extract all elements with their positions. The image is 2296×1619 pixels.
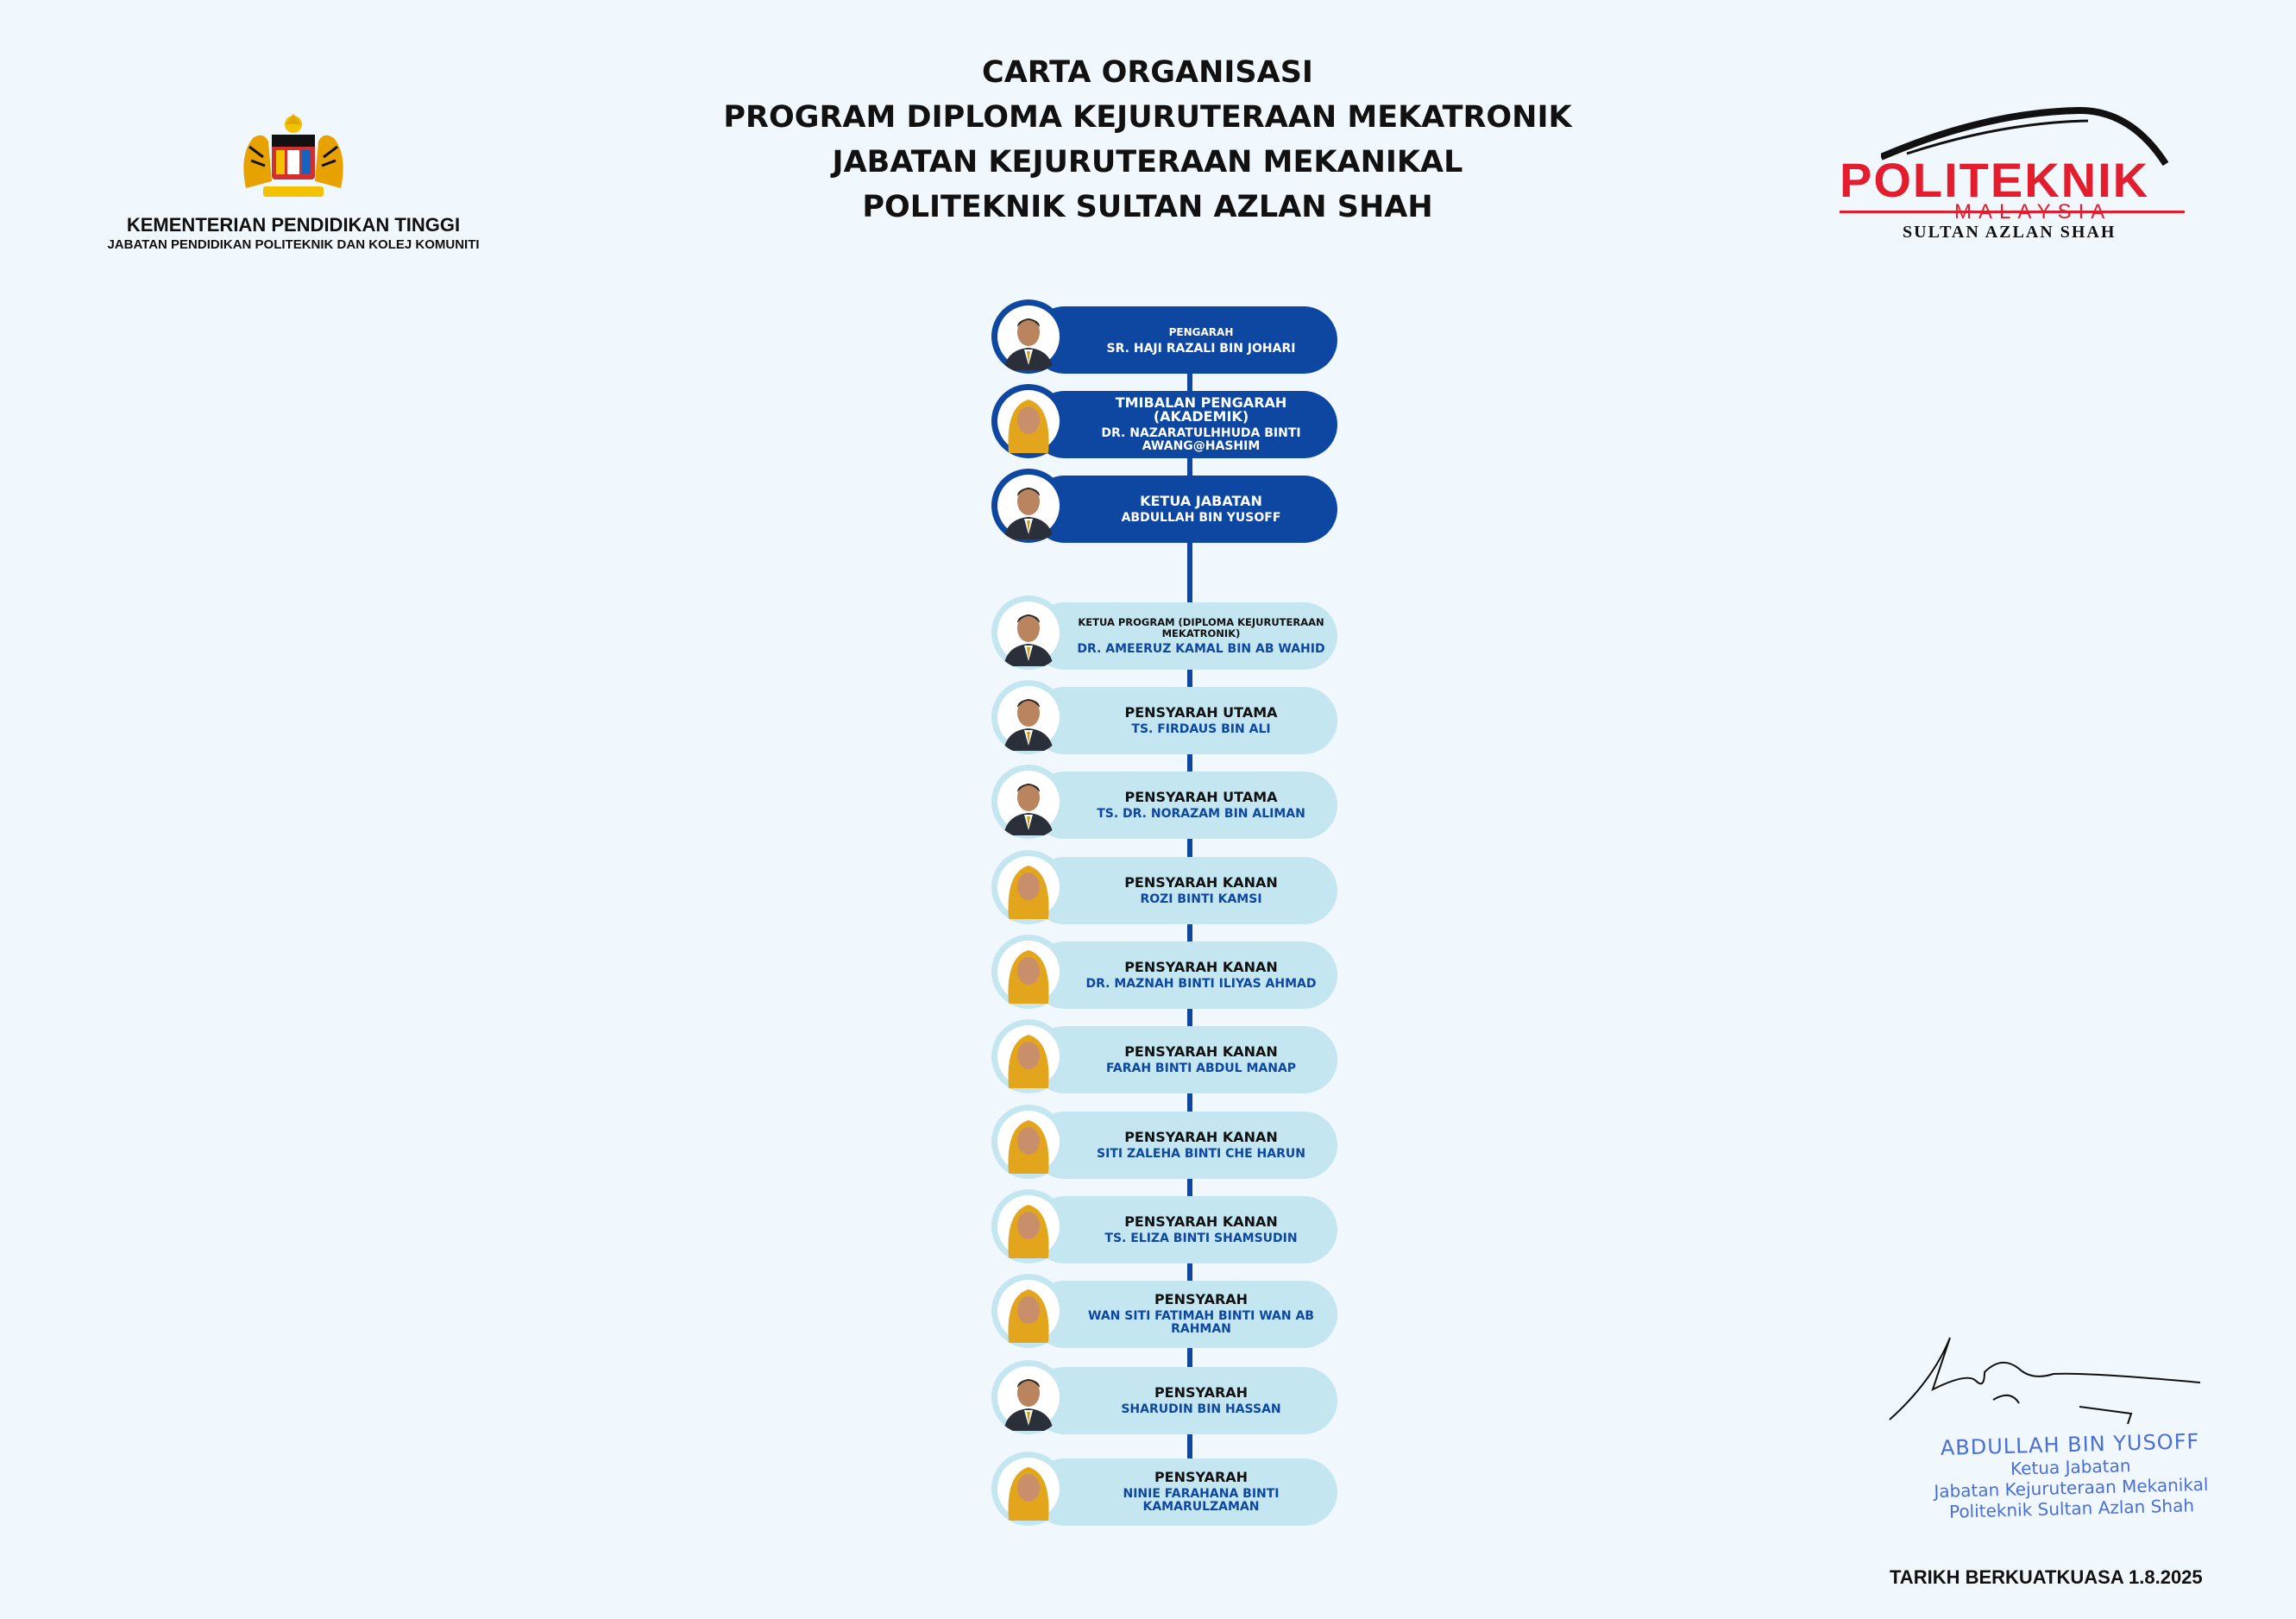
org-node-text [1067,1458,1335,1526]
stamp-line: Jabatan Kejuruteraan Mekanikal [1934,1473,2209,1502]
org-node [988,763,1342,842]
position-title: KETUA JABATAN [1140,492,1262,509]
position-title: PENSYARAH KANAN [1124,873,1278,891]
position-title: PENSYARAH [1154,1469,1249,1485]
org-chart [988,298,1350,1532]
logo-sub: MALAYSIA [1954,200,2112,224]
person-name: DR. NAZARATULHHUDA BINTI AWANG@HASHIM [1101,426,1301,453]
position-title: PENSYARAH UTAMA [1124,703,1278,721]
person-icon [991,595,1066,670]
person-name: ABDULLAH BIN YUSOFF [1121,510,1281,525]
person-name: WAN SITI FATIMAH BINTI WAN AB RAHMAN [1088,1309,1314,1336]
portrait-avatar [991,1105,1066,1179]
stamp-line: Ketua Jabatan [2010,1455,2131,1479]
portrait-avatar [991,935,1066,1009]
person-icon [991,1105,1066,1179]
person-icon [991,1189,1066,1263]
portrait-avatar [991,850,1066,924]
signature-icon [1881,1320,2261,1433]
portrait-avatar [991,1189,1066,1263]
title-line: CARTA ORGANISASI [982,55,1313,90]
position-title: PENSYARAH [1154,1383,1249,1401]
person-name: FARAH BINTI ABDUL MANAP [1105,1061,1297,1075]
ministry-block [69,112,518,254]
org-node [988,1103,1342,1182]
person-name: TS. DR. NORAZAM BIN ALIMAN [1097,806,1305,821]
department-name: JABATAN PENDIDIKAN POLITEKNIK DAN KOLEJ KOMUNITI [107,237,480,252]
position-title: PENSYARAH UTAMA [1124,788,1278,805]
signature-block [1881,1320,2261,1545]
page-title [630,50,1665,230]
portrait-avatar [991,1274,1066,1348]
position-title: PENSYARAH [1154,1291,1249,1307]
person-icon [991,384,1066,458]
org-node [988,1187,1342,1267]
org-node-text [1067,1367,1335,1434]
org-node-text [1067,1026,1335,1093]
title-line: PROGRAM DIPLOMA KEJURUTERAAN MEKATRONIK [723,100,1572,135]
title-line: POLITEKNIK SULTAN AZLAN SHAH [862,190,1433,224]
org-node [988,1017,1342,1097]
org-node-text [1067,942,1335,1009]
person-name: TS. FIRDAUS BIN ALI [1131,721,1271,736]
org-node-text [1067,391,1335,458]
portrait-avatar [991,1360,1066,1434]
portrait-avatar [991,680,1066,754]
person-name: ROZI BINTI KAMSI [1140,891,1262,906]
org-node-text [1067,1112,1335,1179]
person-name: SITI ZALEHA BINTI CHE HARUN [1097,1146,1305,1161]
org-node [988,848,1342,928]
person-icon [991,680,1066,754]
org-node [988,382,1342,462]
org-node-text [1067,1196,1335,1263]
org-node [988,594,1342,673]
org-node-text [1067,306,1335,374]
position-title: PENSYARAH KANAN [1124,1128,1278,1145]
org-node-text [1067,772,1335,839]
person-icon [991,299,1066,374]
person-icon [991,1019,1066,1093]
person-icon [991,1274,1066,1348]
org-node-text [1067,857,1335,924]
portrait-avatar [991,1019,1066,1093]
person-name: DR. MAZNAH BINTI ILIYAS AHMAD [1085,976,1317,991]
org-node-text [1067,687,1335,754]
position-title: TMIBALAN PENGARAH (AKADEMIK) [1115,394,1287,425]
logo-word: POLITEKNIK [1840,153,2150,207]
person-name: NINIE FARAHANA BINTI KAMARULZAMAN [1123,1487,1280,1514]
coat-of-arms-icon [229,112,358,207]
stamp-line: Politeknik Sultan Azlan Shah [1948,1495,2195,1522]
person-name: SR. HAJI RAZALI BIN JOHARI [1106,341,1296,356]
org-node [988,1450,1342,1529]
position-title: PENGARAH [1168,325,1234,338]
politeknik-logo [1829,104,2209,250]
position-title: KETUA PROGRAM (DIPLOMA KEJURUTERAAN MEKATRONIK) [1078,615,1324,639]
title-line: JABATAN KEJURUTERAAN MEKANIKAL [832,145,1463,180]
portrait-avatar [991,384,1066,458]
portrait-avatar [991,765,1066,839]
portrait-avatar [991,299,1066,374]
position-title: PENSYARAH KANAN [1124,1043,1278,1060]
person-icon [991,935,1066,1009]
org-node [988,678,1342,758]
person-icon [991,765,1066,839]
portrait-avatar [991,469,1066,543]
org-node [988,933,1342,1012]
org-node-text [1067,602,1335,670]
person-name: TS. ELIZA BINTI SHAMSUDIN [1104,1231,1298,1245]
portrait-avatar [991,1452,1066,1526]
position-title: PENSYARAH KANAN [1124,958,1278,975]
position-title: PENSYARAH KANAN [1124,1213,1278,1230]
logo-campus: SULTAN AZLAN SHAH [1903,223,2117,242]
org-node [988,467,1342,546]
org-node [988,1358,1342,1438]
official-stamp [1880,1427,2261,1523]
person-name: DR. AMEERUZ KAMAL BIN AB WAHID [1077,641,1325,656]
person-icon [991,469,1066,543]
stamp-name: ABDULLAH BIN YUSOFF [1940,1429,2200,1460]
org-node [988,1272,1342,1351]
person-icon [991,1360,1066,1434]
person-icon [991,850,1066,924]
person-icon [991,1452,1066,1526]
ministry-name: KEMENTERIAN PENDIDIKAN TINGGI [126,214,461,236]
org-node-text [1067,1281,1335,1348]
person-name: SHARUDIN BIN HASSAN [1121,1402,1281,1416]
org-node-text [1067,476,1335,543]
portrait-avatar [991,595,1066,670]
org-node [988,298,1342,377]
effective-date: TARIKH BERKUATKUASA 1.8.2025 [1890,1566,2203,1588]
